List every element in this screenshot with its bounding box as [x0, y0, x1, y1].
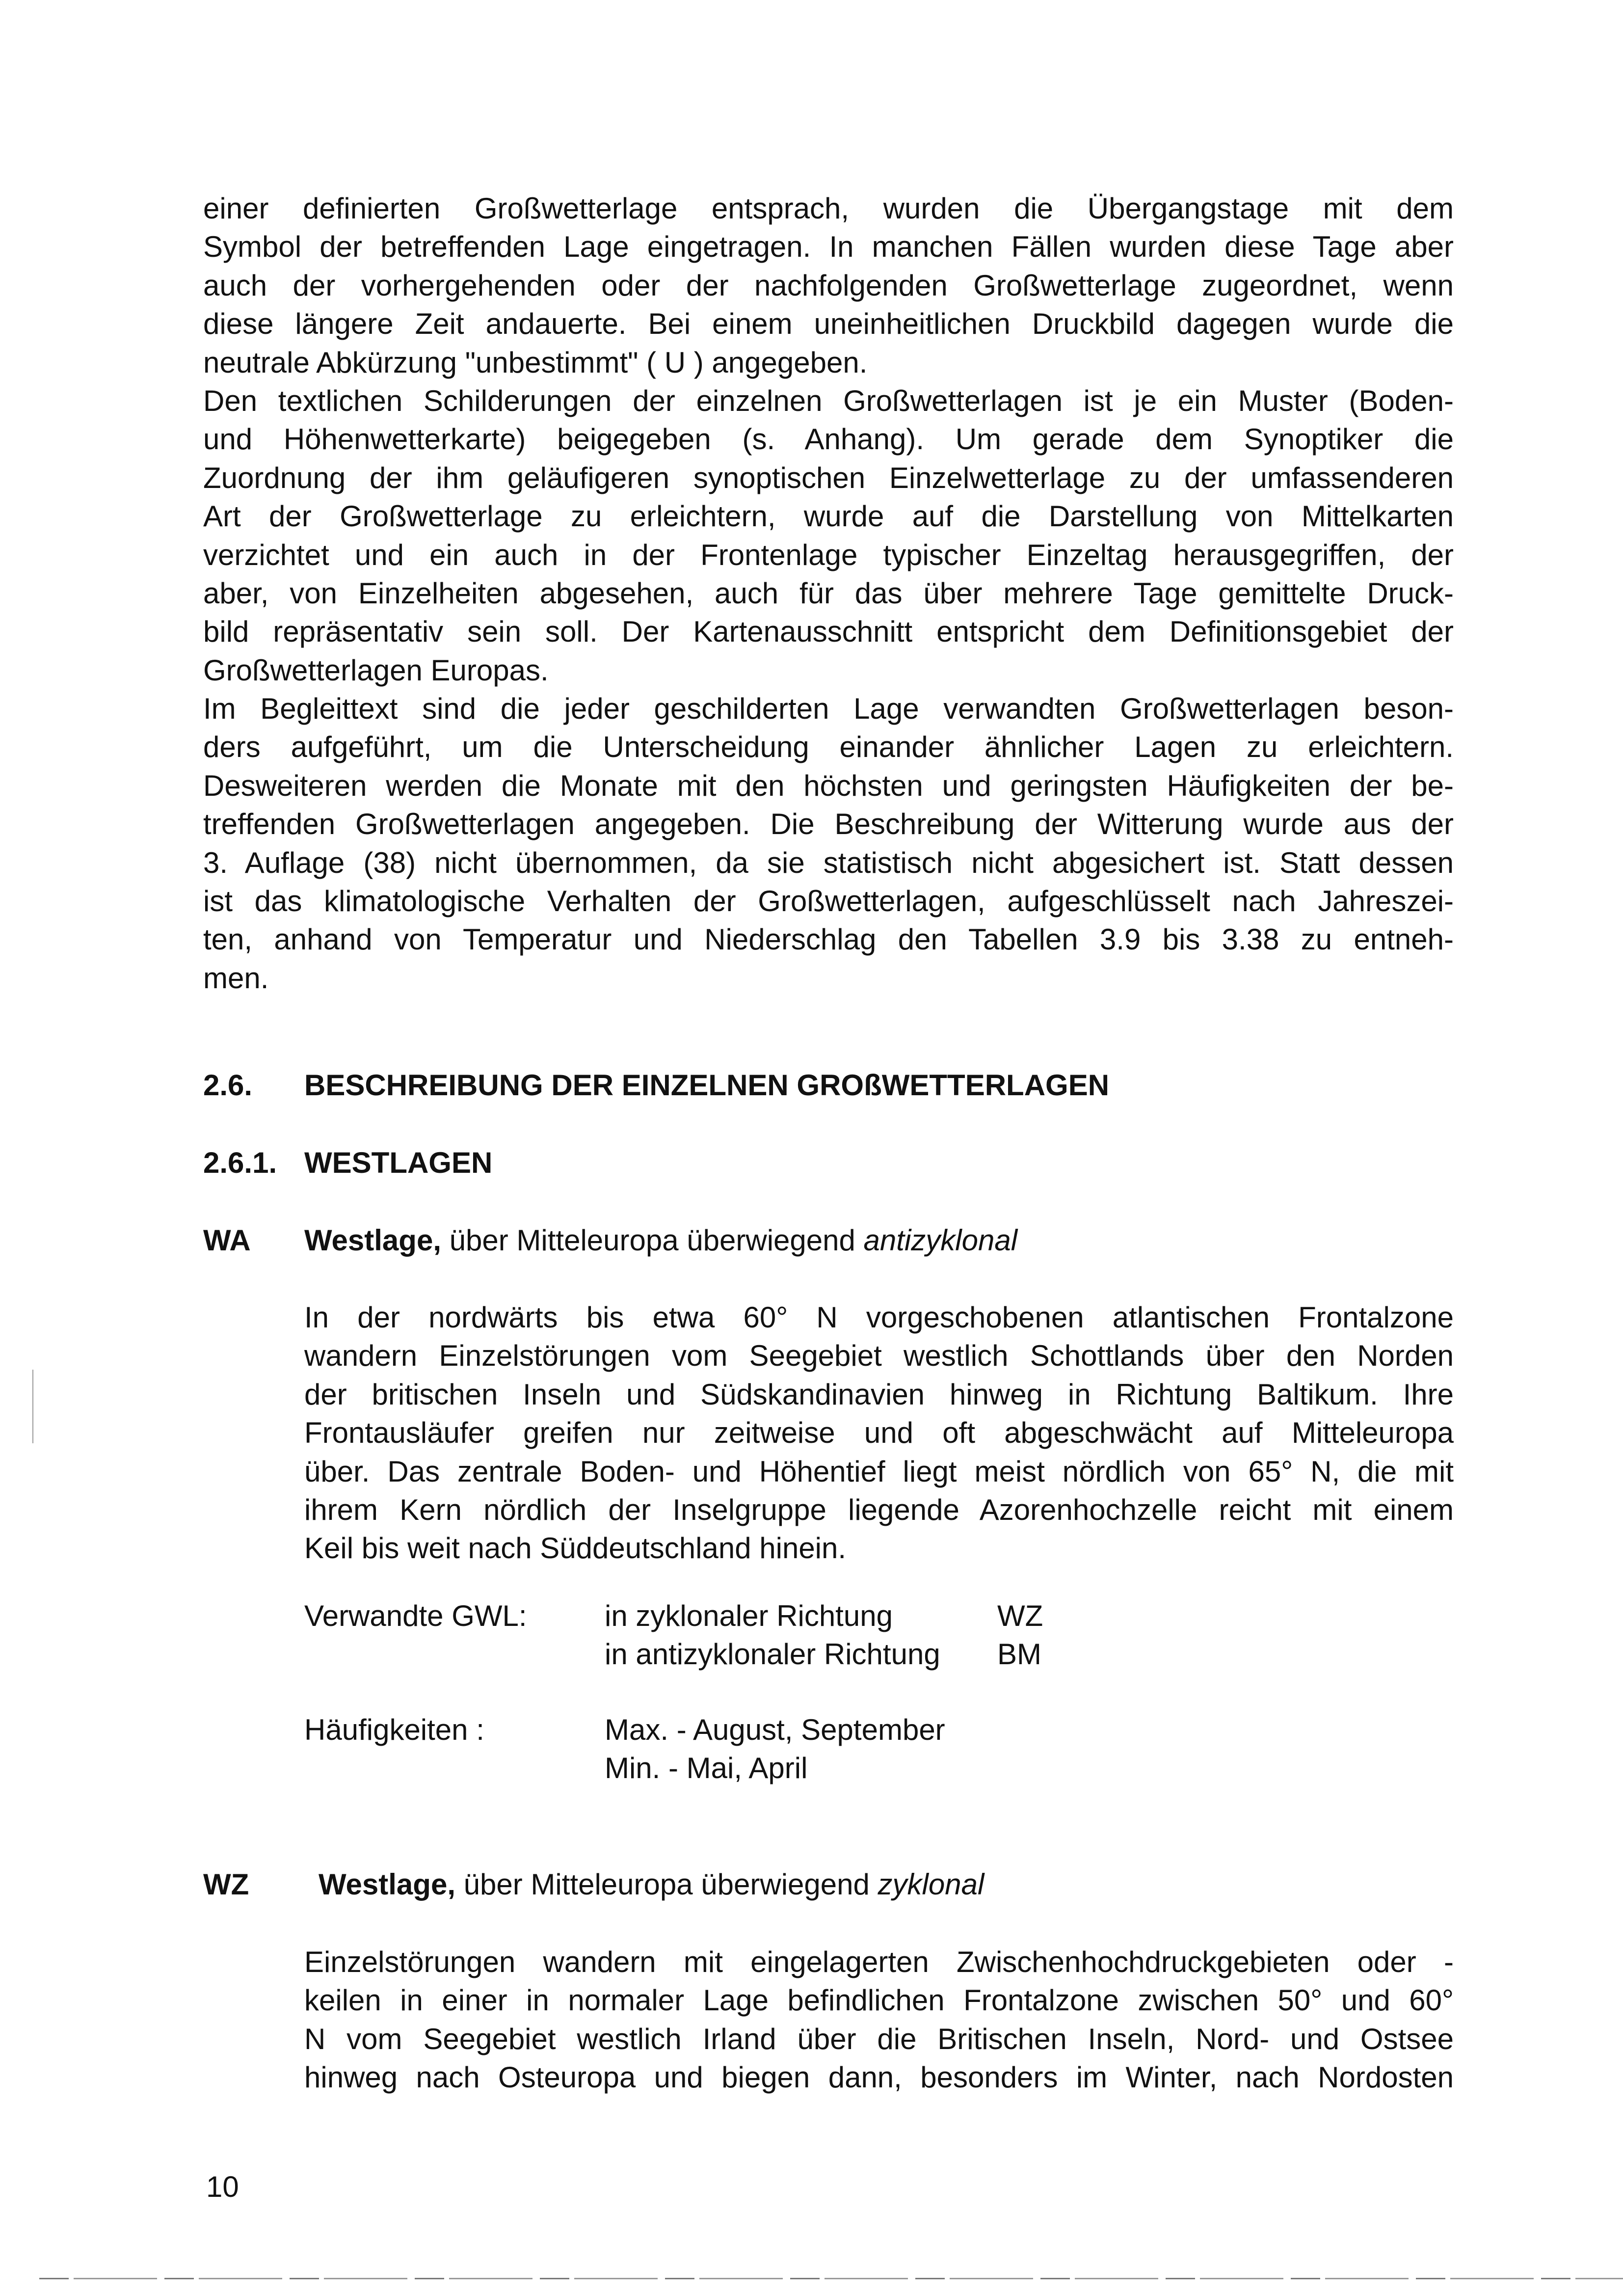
text-line: ten, anhand von Temperatur und Niederschlag den Tabellen 3.9 bis 3.38 zu entneh- [203, 923, 1454, 956]
wz-code: WZ [203, 1868, 249, 1901]
text-line: 3. Auflage (38) nicht übernommen, da sie statistisch nicht abgesichert ist. Statt dessen [203, 846, 1454, 879]
wz-entry-heading [203, 1865, 984, 1904]
section-title: BESCHREIBUNG DER EINZELNEN GROßWETTERLAGEN [304, 1069, 1110, 1102]
subsection-number: 2.6.1. [203, 1146, 277, 1179]
text-line: N vom Seegebiet westlich Irland über die Britischen Inseln, Nord- und Ostsee [304, 2022, 1454, 2055]
subsection-heading [203, 1144, 492, 1182]
frequency-min: Min. - Mai, April [605, 1752, 808, 1784]
scan-edge-mark [32, 1370, 33, 1443]
related-label: Verwandte GWL: [304, 1599, 527, 1632]
related-text: in zyklonaler Richtung [605, 1599, 893, 1632]
wa-desc: über Mitteleuropa überwiegend [449, 1224, 855, 1257]
related-row [605, 1635, 1041, 1674]
wa-name: Westlage, [304, 1224, 441, 1257]
frequency-label: Häufigkeiten : [304, 1713, 484, 1746]
text-line: Desweiteren werden die Monate mit den höchsten und geringsten Häufigkeiten der be- [203, 769, 1454, 802]
text-line: auch der vorhergehenden oder der nachfolgenden Großwetterlage zugeordnet, wenn [203, 269, 1454, 302]
text-line: ders aufgeführt, um die Unterscheidung einander ähnlicher Lagen zu erleichtern. [203, 730, 1454, 764]
text-line: ist das klimatologische Verhalten der Großwetterlagen, aufgeschlüsselt nach Jahreszei- [203, 885, 1454, 918]
text-line: hinweg nach Osteuropa und biegen dann, besonders im Winter, nach Nordosten [304, 2061, 1454, 2094]
wz-name: Westlage, [319, 1868, 455, 1901]
related-tag: BM [997, 1638, 1041, 1671]
wa-type: antizyklonal [863, 1224, 1018, 1257]
wa-description [304, 1298, 1454, 1568]
text-line: ihrem Kern nördlich der Inselgruppe liegende Azorenhochzelle reicht mit einem [304, 1493, 1454, 1527]
wa-entry-heading [203, 1221, 1017, 1260]
text-line: In der nordwärts bis etwa 60° N vorgeschobenen atlantischen Frontalzone [304, 1301, 1454, 1334]
text-line: men. [203, 961, 269, 995]
subsection-title: WESTLAGEN [304, 1146, 493, 1179]
related-text: in antizyklonaler Richtung [605, 1638, 940, 1671]
text-line: einer definierten Großwetterlage entsprach, wurden die Übergangstage mit dem [203, 192, 1454, 225]
text-line: und Höhenwetterkarte) beigegeben (s. Anhang). Um gerade dem Synoptiker die [203, 423, 1454, 456]
text-line: diese längere Zeit andauerte. Bei einem uneinheitlichen Druckbild dagegen wurde die [203, 307, 1454, 341]
section-number: 2.6. [203, 1069, 253, 1102]
paragraph-1 [203, 189, 1454, 382]
paragraph-2 [203, 382, 1454, 690]
bottom-scan-rule [39, 2278, 1623, 2279]
text-line: über. Das zentrale Boden- und Höhentief liegt meist nördlich von 65° N, die mit [304, 1455, 1454, 1488]
text-line: Art der Großwetterlage zu erleichtern, wurde auf die Darstellung von Mittelkarten [203, 500, 1454, 533]
related-list [605, 1597, 1043, 1674]
text-line: aber, von Einzelheiten abgesehen, auch für das über mehrere Tage gemittelte Druck- [203, 577, 1454, 610]
text-line: Symbol der betreffenden Lage eingetragen. In manchen Fällen wurden diese Tage aber [203, 230, 1454, 264]
text-line: Zuordnung der ihm geläufigeren synoptischen Einzelwetterlage zu der umfassenderen [203, 461, 1454, 494]
wz-desc: über Mitteleuropa überwiegend [463, 1868, 870, 1901]
text-line: bild repräsentativ sein soll. Der Kartenausschnitt entspricht dem Definitionsgebiet der [203, 615, 1454, 648]
related-row [605, 1597, 1043, 1635]
text-line: der britischen Inseln und Südskandinavien hinweg in Richtung Baltikum. Ihre [304, 1378, 1454, 1411]
wz-description [304, 1943, 1454, 2097]
frequency-max: Max. - August, September [605, 1713, 945, 1746]
text-line: Einzelstörungen wandern mit eingelagerten Zwischenhochdruckgebieten oder - [304, 1945, 1454, 1978]
text-line: Frontausläufer greifen nur zeitweise und oft abgeschwächt auf Mitteleuropa [304, 1416, 1454, 1450]
page-number: 10 [206, 2170, 239, 2203]
text-line: neutrale Abkürzung "unbestimmt" ( U ) angegeben. [203, 346, 868, 379]
related-tag: WZ [997, 1599, 1043, 1632]
text-line: Keil bis weit nach Süddeutschland hinein. [304, 1532, 847, 1565]
paragraph-3 [203, 690, 1454, 998]
text-line: Den textlichen Schilderungen der einzelnen Großwetterlagen ist je ein Muster (Boden- [203, 384, 1454, 417]
text-line: Im Begleittext sind die jeder geschilderten Lage verwandten Großwetterlagen beson- [203, 692, 1454, 725]
text-line: keilen in einer in normaler Lage befindlichen Frontalzone zwischen 50° und 60° [304, 1984, 1454, 2017]
wz-type: zyklonal [878, 1868, 984, 1901]
text-line: treffenden Großwetterlagen angegeben. Die Beschreibung der Witterung wurde aus der [203, 808, 1454, 841]
wa-code: WA [203, 1224, 251, 1257]
frequency-list [605, 1711, 945, 1787]
text-line: wandern Einzelstörungen vom Seegebiet westlich Schottlands über den Norden [304, 1339, 1454, 1373]
text-line: verzichtet und ein auch in der Frontenlage typischer Einzeltag herausgegriffen, der [203, 538, 1454, 571]
text-line: Großwetterlagen Europas. [203, 653, 549, 687]
section-heading [203, 1066, 1109, 1105]
